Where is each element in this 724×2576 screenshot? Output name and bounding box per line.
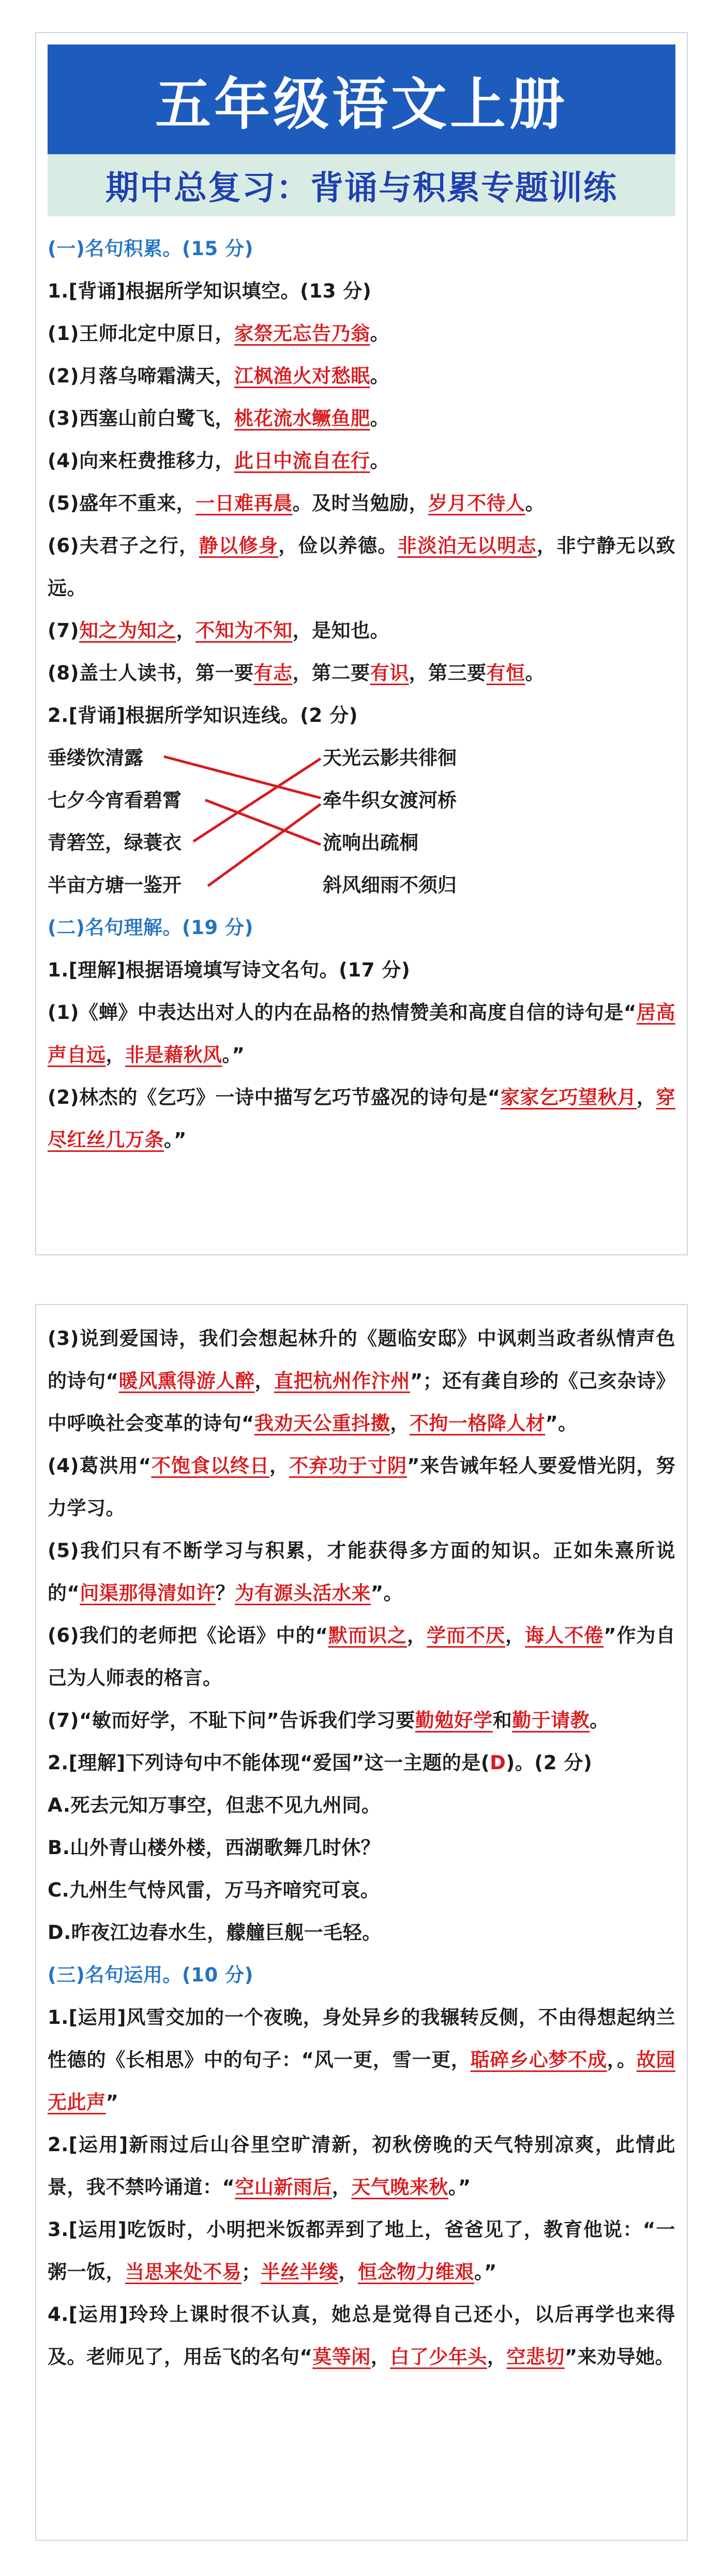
match-right-item: 斜风细雨不须归 [323,874,457,896]
option-d: D.昨夜江边春水生，艨艟巨舰一毛轻。 [48,1921,382,1944]
answer: 桃花流水鳜鱼肥 [234,407,370,430]
question-2-1: 1.[理解]根据语境填写诗文名句。(17 分) [48,959,411,981]
answer: 问渠那得清如许 [80,1582,216,1604]
answer: 当思来处不易 [125,2261,242,2283]
answer: 不知为不知 [195,619,293,642]
answer: 聒碎乡心梦不成 [470,2049,607,2071]
answer: 故园无此声 [48,2049,676,2113]
answer: 空悲切 [506,2346,565,2368]
fill-item-2-6: (6)我们的老师把《论语》中的“默而识之，学而不厌，诲人不倦”作为自己为人师表的格言。 [48,1624,676,1689]
answer: 不拘一格降人材 [409,1412,546,1434]
question-1-1: 1.[背诵]根据所学知识填空。(13 分) [48,280,372,302]
match-left-item: 半亩方塘一鉴开 [48,874,182,896]
fill-item-1: (1)王师北定中原日，家祭无忘告乃翁。 [48,322,390,345]
fill-item-8: (8)盖士人读书，第一要有志，第二要有识，第三要有恒。 [48,662,545,684]
apply-item-2: 2.[运用]新雨过后山谷里空旷清新，初秋傍晚的天气特别凉爽，此情此景，我不禁吟诵道：“空山新雨后，天气晚来秋。” [48,2134,675,2198]
fill-item-5: (5)盛年不重来，一日难再晨。及时当勉励，岁月不待人。 [48,492,545,514]
answer: 勤于请教 [512,1709,590,1731]
page-1-content [48,228,675,1161]
apply-item-4: 4.[运用]玲玲上课时很不认真，她总是觉得自己还小，以后再学也来得及。老师见了，用岳飞的名句“莫等闲，白了少年头，空悲切”来劝导她。 [48,2303,675,2368]
answer: 有恒 [486,662,525,684]
answer: 为有源头活水来 [235,1582,371,1604]
answer: 半丝半缕 [261,2261,339,2283]
answer: 天气晚来秋 [351,2176,448,2198]
match-right-item: 流响出疏桐 [323,832,418,854]
match-line [193,759,321,841]
answer: 诲人不倦 [525,1624,604,1647]
answer: 家祭无忘告乃翁 [234,322,370,345]
answer: 江枫渔火对愁眠 [234,365,370,387]
answer: 默而识之 [328,1624,408,1647]
apply-item-1: 1.[运用]风雪交加的一个夜晚，身处异乡的我辗转反侧，不由得想起纳兰性德的《长相思》中的句子：“风一更，雪一更，聒碎乡心梦不成，。故园无此声” [48,2006,676,2113]
fill-item-2: (2)月落乌啼霜满天，江枫渔火对愁眠。 [48,365,390,387]
apply-item-3: 3.[运用]吃饭时，小明把米饭都弄到了地上，爸爸见了，教育他说：“一粥一饭，当思来处不易；半丝半缕，恒念物力维艰。” [48,2218,675,2283]
matching-lines [48,737,368,907]
subtitle-banner [48,154,675,216]
fill-item-2-5: (5)我们只有不断学习与积累，才能获得多方面的知识。正如朱熹所说的“问渠那得清如许？为有源头活水来”。 [48,1539,675,1604]
match-line [164,757,321,798]
choice-answer: D [490,1752,506,1774]
answer: 学而不厌 [427,1624,506,1647]
option-c: C.九州生气恃风雷，万马齐喑究可哀。 [48,1879,380,1901]
worksheet-page-2 [35,1304,688,2541]
answer: 有识 [370,662,409,684]
answer: 静以修身 [199,535,279,557]
answer: 不弃功于寸阴 [289,1455,408,1477]
fill-item-2-7: (7)“敏而好学，不耻下问”告诉我们学习要勤勉好学和勤于请教。 [48,1709,609,1731]
question-2-2: 2.[理解]下列诗句中不能体现“爱国”这一主题的是(D)。(2 分) [48,1752,593,1774]
fill-item-6: (6)夫君子之行，静以修身，俭以养德。非淡泊无以明志，非宁静无以致远。 [48,535,676,599]
answer: 不饱食以终日 [151,1455,269,1477]
answer: 莫等闲 [312,2346,371,2368]
fill-item-2-2: (2)林杰的《乞巧》一诗中描写乞巧节盛况的诗句是“家家乞巧望秋月，穿尽红丝几万条。” [48,1086,676,1151]
section-heading-1: (一)名句积累。(15 分) [48,238,254,260]
fill-item-7: (7)知之为知之，不知为不知，是知也。 [48,619,390,642]
match-right-item: 牵牛织女渡河桥 [323,789,457,811]
question-1-2: 2.[背诵]根据所学知识连线。(2 分) [48,704,358,727]
matching-exercise [48,737,675,907]
answer: 直把杭州作汴州 [274,1370,410,1392]
answer: 有志 [253,662,293,684]
answer: 一日难再晨 [195,492,293,514]
answer: 勤勉好学 [415,1709,493,1731]
answer: 空山新雨后 [235,2176,332,2198]
page-title: 五年级语文上册 [155,71,568,137]
page-2-content [48,1317,675,2378]
match-left-item: 垂缕饮清露 [48,747,143,769]
answer: 我劝天公重抖擞 [254,1412,390,1434]
fill-item-3: (3)西塞山前白鹭飞，桃花流水鳜鱼肥。 [48,407,390,430]
answer: 穿尽红丝几万条 [48,1086,676,1151]
answer: 此日中流自在行 [234,450,370,472]
answer: 恒念物力维艰 [358,2261,474,2283]
fill-item-2-4: (4)葛洪用“不饱食以终日，不弃功于寸阴”来告诫年轻人要爱惜光阴，努力学习。 [48,1455,676,1519]
match-line [208,804,321,886]
match-left-item: 青箬笠，绿蓑衣 [48,832,182,854]
option-a: A.死去元知万事空，但悲不见九州同。 [48,1794,381,1816]
answer: 非淡泊无以明志 [397,535,537,557]
answer: 非是藉秋风 [125,1044,222,1066]
answer: 居高声自远 [48,1001,675,1066]
fill-item-2-3: (3)说到爱国诗，我们会想起林升的《题临安邸》中讽刺当政者纵情声色的诗句“暖风熏得游人醉，直把杭州作汴州”；还有龚自珍的《己亥杂诗》中呼唤社会变革的诗句“我劝天公重抖擞，不拘一格降人材”。 [48,1327,675,1434]
option-b: B.山外青山楼外楼，西湖歌舞几时休？ [48,1837,381,1859]
section-heading-3: (三)名句运用。(10 分) [48,1964,254,1986]
match-right-item: 天光云影共徘徊 [323,747,457,769]
page-subtitle: 期中总复习：背诵与积累专题训练 [105,169,617,208]
section-heading-2: (二)名句理解。(19 分) [48,916,254,939]
answer: 岁月不待人 [428,492,525,514]
worksheet-page-1 [35,32,688,1255]
answer: 家家乞巧望秋月 [500,1086,637,1108]
title-banner [48,45,675,154]
answer: 知之为知之 [79,619,176,642]
answer: 暖风熏得游人醉 [118,1370,255,1392]
fill-item-2-1: (1)《蝉》中表达出对人的内在品格的热情赞美和高度自信的诗句是“居高声自远，非是藉秋风。” [48,1001,675,1066]
match-left-item: 七夕今宵看碧霄 [48,789,182,811]
answer: 白了少年头 [390,2346,487,2368]
fill-item-4: (4)向来枉费推移力，此日中流自在行。 [48,450,390,472]
